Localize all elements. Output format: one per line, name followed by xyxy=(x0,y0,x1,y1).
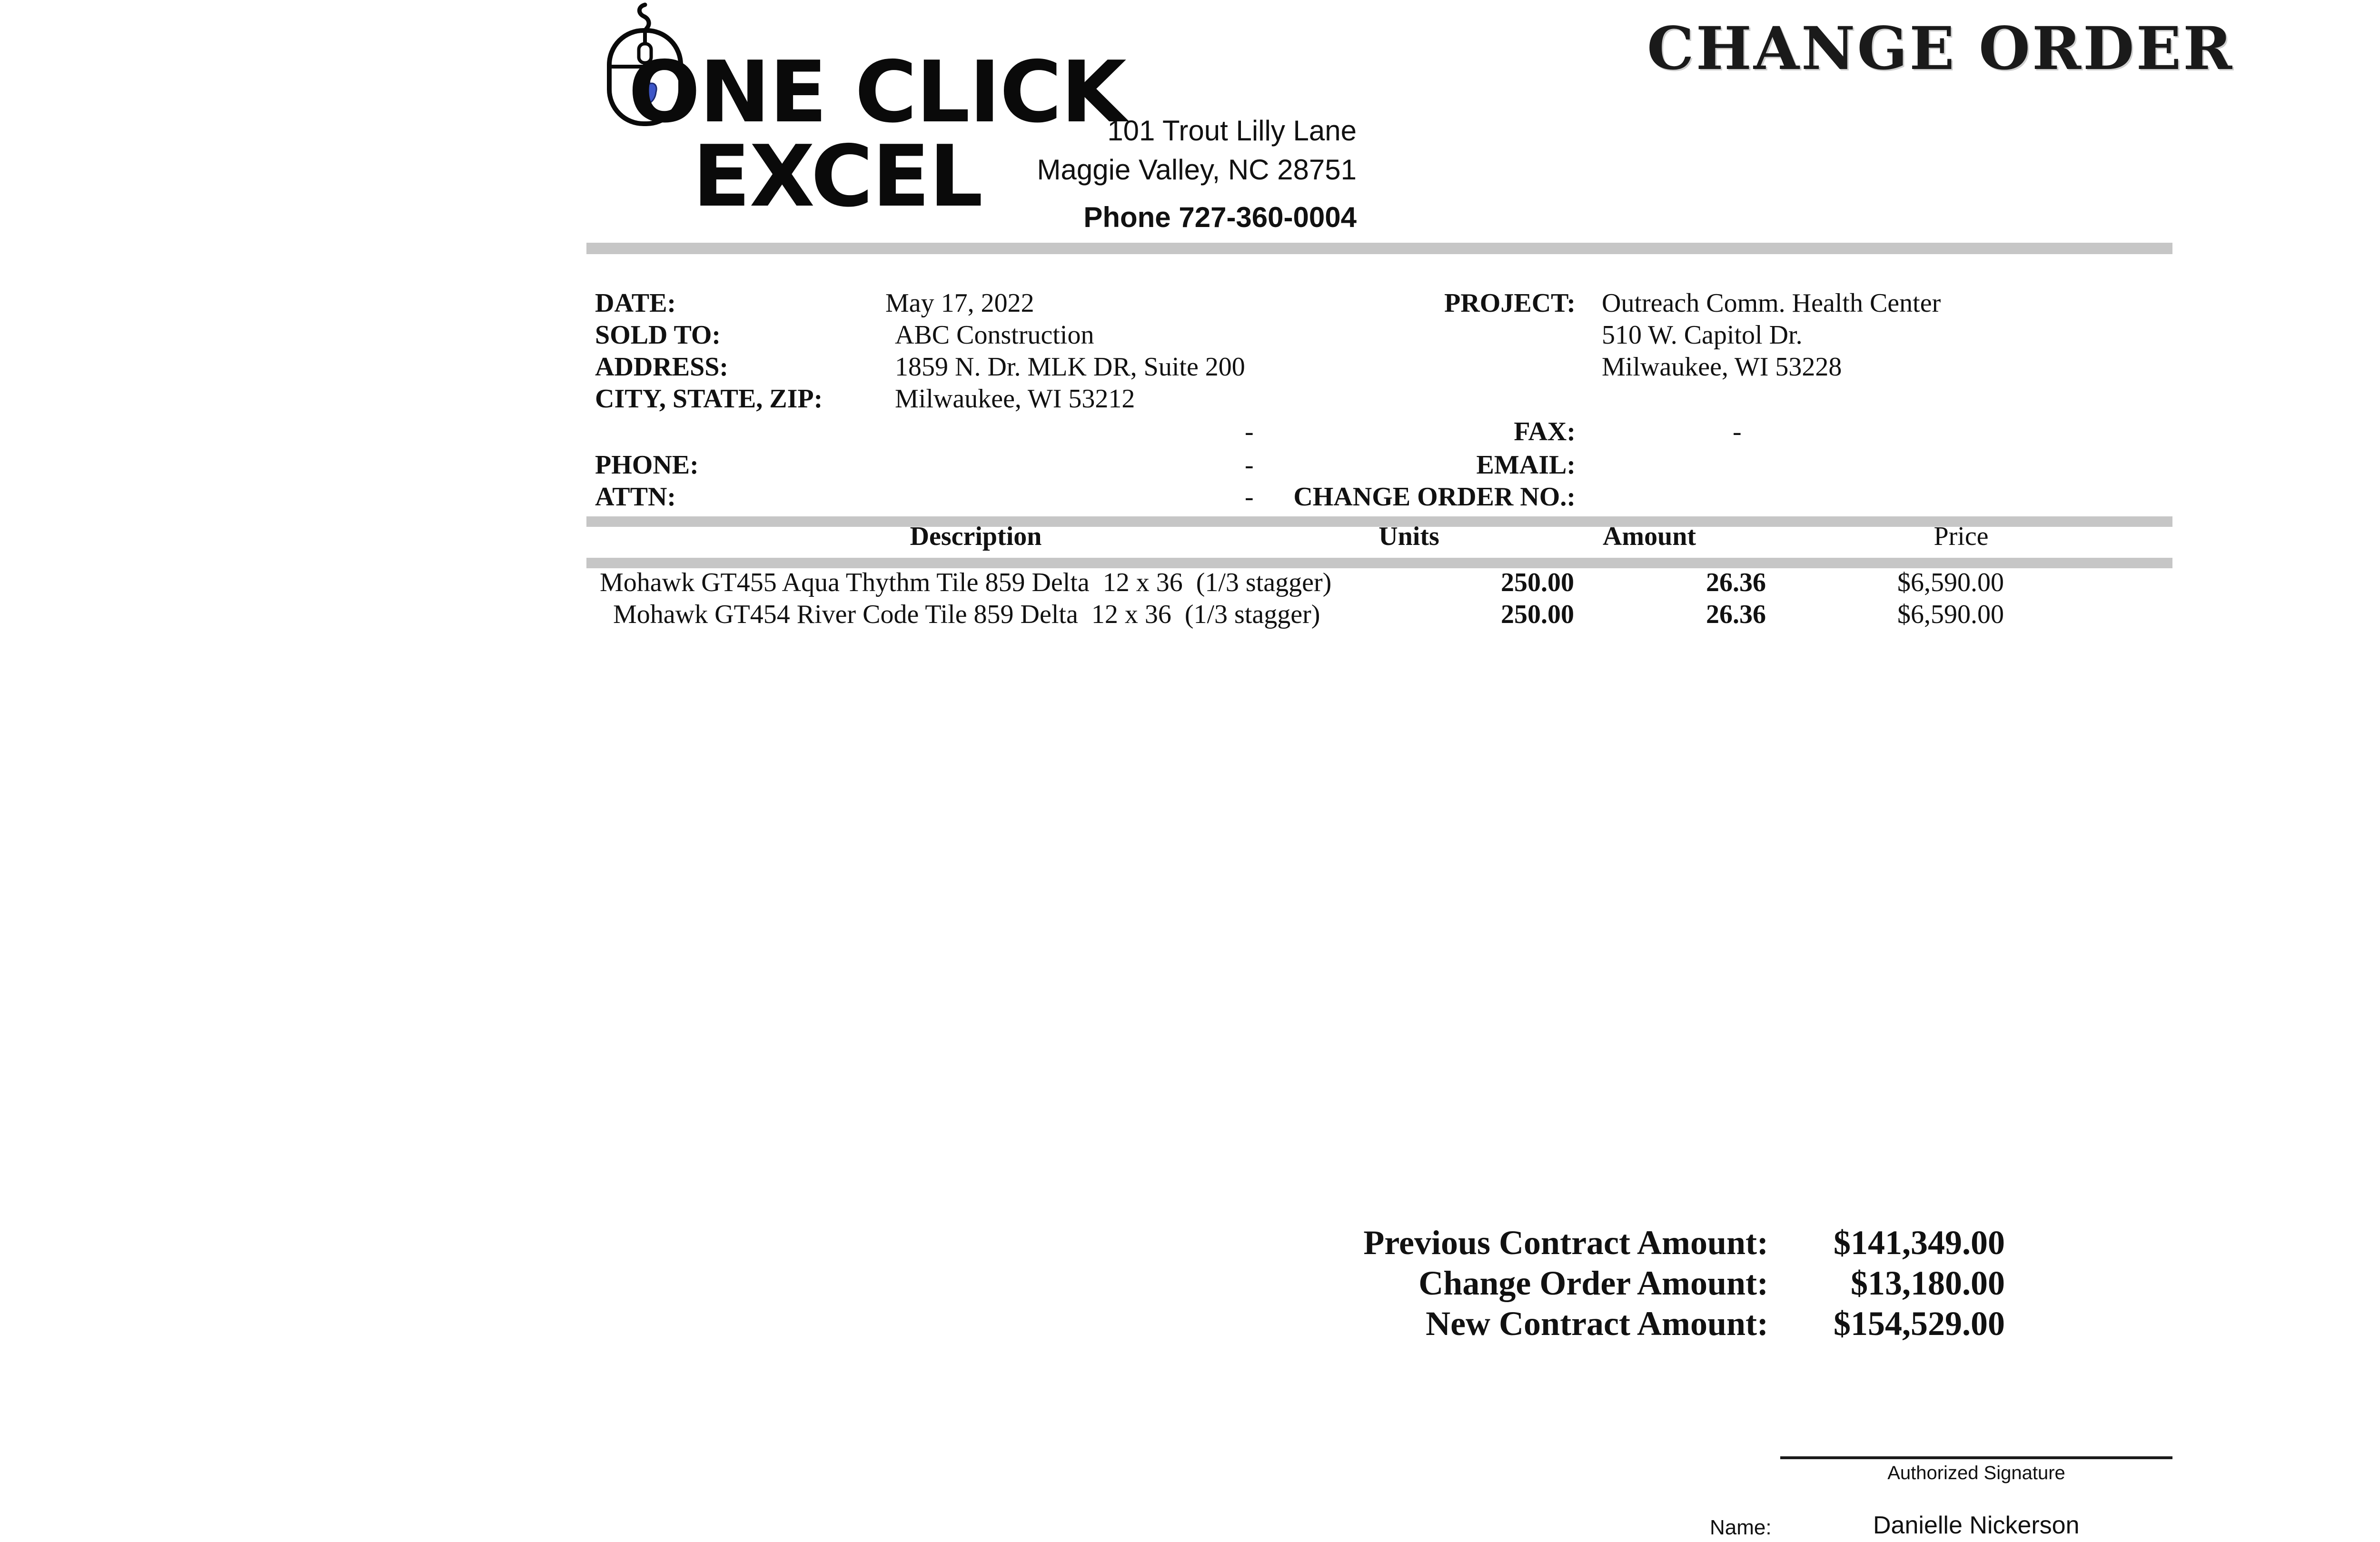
signature-line xyxy=(1780,1456,2172,1459)
new-contract-value: $154,529.00 xyxy=(1834,1305,2005,1343)
email-label: EMAIL: xyxy=(1476,450,1576,480)
company-logo xyxy=(605,0,1126,226)
company-phone: Phone 727-360-0004 xyxy=(1083,201,1357,233)
row-description: Mohawk GT454 River Code Tile 859 Delta 12 x 36 (1/3 stagger) xyxy=(613,600,1320,629)
phone-value: - xyxy=(1245,450,1254,480)
sold-to-value: ABC Construction xyxy=(895,320,1094,350)
row-description: Mohawk GT455 Aqua Thythm Tile 859 Delta 12 x 36 (1/3 stagger) xyxy=(600,568,1332,597)
date-label: DATE: xyxy=(595,288,676,318)
project-street: 510 W. Capitol Dr. xyxy=(1602,320,1803,350)
column-header-description: Description xyxy=(910,522,1042,551)
project-city: Milwaukee, WI 53228 xyxy=(1602,352,1842,382)
fax-label: FAX: xyxy=(1514,417,1576,446)
blank-field-dash: - xyxy=(1245,417,1254,446)
city-state-zip-value: Milwaukee, WI 53212 xyxy=(895,384,1135,414)
attn-label: ATTN: xyxy=(595,482,676,512)
change-order-amount-label: Change Order Amount: xyxy=(1418,1264,1768,1302)
attn-value: - xyxy=(1245,482,1254,512)
column-header-price: Price xyxy=(1934,522,1989,551)
previous-contract-label: Previous Contract Amount: xyxy=(1363,1224,1768,1262)
address-value: 1859 N. Dr. MLK DR, Suite 200 xyxy=(895,352,1245,382)
signature-caption: Authorized Signature xyxy=(1887,1463,2065,1483)
project-name: Outreach Comm. Health Center xyxy=(1602,288,1941,318)
header-rule xyxy=(586,243,2172,254)
row-price: $6,590.00 xyxy=(1897,600,2004,629)
logo-line-1: ONE CLICK xyxy=(628,43,1126,141)
sold-to-label: SOLD TO: xyxy=(595,320,721,350)
address-label: ADDRESS: xyxy=(595,352,729,382)
phone-label: PHONE: xyxy=(595,450,699,480)
city-state-zip-label: CITY, STATE, ZIP: xyxy=(595,384,823,414)
document-title: CHANGE ORDER xyxy=(1647,14,2234,83)
date-value: May 17, 2022 xyxy=(885,288,1034,318)
company-city: Maggie Valley, NC 28751 xyxy=(1037,154,1357,186)
row-amount: 26.36 xyxy=(1706,600,1766,629)
signer-name: Danielle Nickerson xyxy=(1873,1512,2080,1539)
change-order-no-label: CHANGE ORDER NO.: xyxy=(1293,482,1576,512)
row-units: 250.00 xyxy=(1501,568,1574,597)
company-street: 101 Trout Lilly Lane xyxy=(1107,115,1357,147)
name-label: Name: xyxy=(1710,1516,1772,1539)
new-contract-label: New Contract Amount: xyxy=(1426,1305,1768,1343)
fax-value: - xyxy=(1733,417,1742,446)
row-units: 250.00 xyxy=(1501,600,1574,629)
row-price: $6,590.00 xyxy=(1897,568,2004,597)
column-header-units: Units xyxy=(1378,522,1439,551)
table-header-bottom-rule xyxy=(586,558,2172,568)
row-amount: 26.36 xyxy=(1706,568,1766,597)
project-label: PROJECT: xyxy=(1444,288,1576,318)
change-order-amount-value: $13,180.00 xyxy=(1851,1264,2005,1302)
previous-contract-value: $141,349.00 xyxy=(1834,1224,2005,1262)
column-header-amount: Amount xyxy=(1602,522,1696,551)
logo-line-2: EXCEL xyxy=(693,127,982,226)
